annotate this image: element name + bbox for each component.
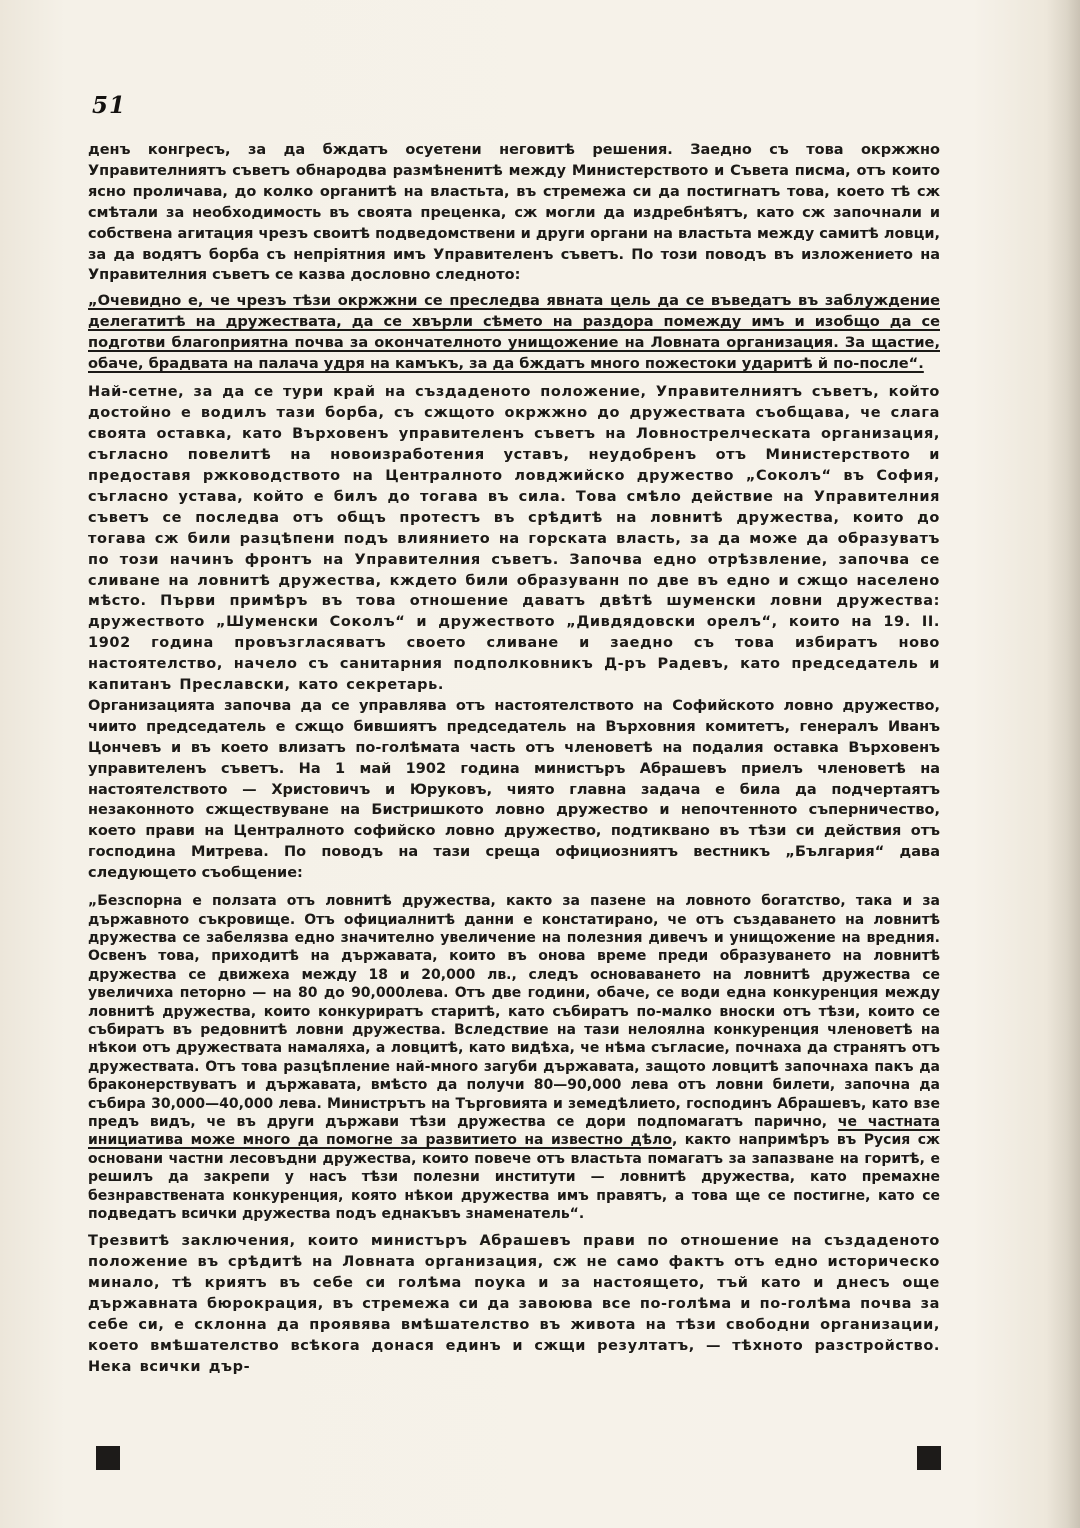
page-number: 51 (92, 92, 127, 119)
paragraph-intro: денъ конгресъ, за да бждатъ осуетени неговитѣ решения. Заедно съ това окржжно Управителниятъ съветъ обнародва размѣненитѣ между Министерството и Съвета писма, отъ които ясно проличава, до колко органитѣ на властьта, въ стремежа си да постигнатъ това, което тѣ сж смѣтали за необходимость въ своята преценка, сж могли да издребнѣятъ, като сж започнали и собствена агитация чрезъ своитѣ подведомствени и други органи на властьта между самитѣ ловци, за да водятъ борба съ непріятния имъ Управителенъ съветъ. По този поводъ въ изложението на Управителния съветъ се казва дословно следното: (88, 142, 940, 284)
print-registration-mark-left (96, 1446, 120, 1470)
quote-newspaper-part-1: „Безспорна е ползата отъ ловнитѣ дружества, както за пазене на ловното богатство, така и за държавното съкровище. Отъ официалнитѣ данни е констатирано, че отъ създаването на ловнитѣ дружества се забелязва едно значително увеличение на полезния дивечъ и унищожение на вредния. Освенъ това, приходитѣ на държавата, които въ онова време преди образуването на ловнитѣ дружества се движеха между 18 и 20,000 лв., следъ основаването на ловнитѣ дружества се увеличиха петорно — на 80 до 90,000лева. Отъ две години, обаче, се води една конкуренция между ловнитѣ дружества, които конкуриратъ старитѣ, като събиратъ по-малко вноски отъ тѣзи, които се събиратъ въ редовнитѣ ловни дружества. Вследствие на тази нелоялна конкуренция членоветѣ на нѣкои отъ дружествата намаляха, а ловцитѣ, като видѣха, че нѣма съгласие, почнаха да странятъ отъ дружествата. Отъ това разцѣпление най-много загуби държавата, защото ловцитѣ започнаха пакъ да браконерствуватъ и държавата, вмѣсто да получи 80—90,000 лева отъ ловни билети, започна да събира 30,000—40,000 лева. Министрътъ на Търговията и земедѣлието, господинъ Абрашевъ, като взе предъ видъ, че въ други държави тѣзи дружества се дори подпомагатъ парично, (88, 893, 940, 1130)
quote-administrative-council: „Очевидно е, че чрезъ тѣзи окржжни се преследва явната цель да се въведатъ въ заблуждение делегатитѣ на дружествата, да се хвърли сѣмето на раздора помежду имъ и изобщо да се подготви благоприятна почва за окончателното унищожение на Ловната организация. За щастие, обаче, брадвата на палача удря на камъкъ, за да бждатъ много пожестоки ударитѣ й по-после“. (88, 292, 940, 373)
page-body (88, 140, 940, 1378)
quote-newspaper-underlined: че частната инициатива може много да помогне за развитието на известно дѣло (88, 1113, 941, 1149)
quote-newspaper-part-2: , както напримѣръ въ Русия сж основани частни лесовъдни дружества, които повече отъ властьта помагатъ за запазване на горитѣ, е решилъ да закрепи у насъ тѣзи полезни институти — ловнитѣ дружества, като премахне безнравствената конкуренция, която нѣкои дружества имъ правятъ, а това ще се постигне, като се подведатъ всички дружества подъ еднакъвъ знаменатель“. (88, 1132, 940, 1222)
print-registration-mark-right (917, 1446, 941, 1470)
quote-newspaper-bulgaria (88, 892, 940, 1223)
paragraph-conclusion: Трезвитѣ заключения, които министъръ Абрашевъ прави по отношение на създаденото положение въ срѣдитѣ на Ловната организация, сж не само фактъ отъ едно историческо минало, тѣ криятъ въ себе си голѣма поука и за настоящето, тъй като и днесъ още държавната бюрокрация, въ стремежа си да завоюва все по-голѣма и по-голѣма почва за себе си, е склонна да проявява вмѣшателство въ живота на тѣзи свободни организации, което вмѣшателство всѣкога донася единъ и сжщи резултатъ, — тѣхното разстройство. Нека всички дър- (88, 1233, 940, 1375)
page-binding-shadow (1046, 0, 1080, 1528)
paragraph-resignation: Най-сетне, за да се тури край на създаденото положение, Управителниятъ съветъ, който достойно е водилъ тази борба, съ сжщото окржжно до дружествата съобщава, че слага своята оставка, като Върховенъ управителенъ съветъ на Ловнострелческата организация, съгласно повелитѣ на новоизработения уставъ, неудобренъ отъ Министерството и предоставя ржководството на Централното ловджийско дружество „Соколъ“ въ София, съгласно устава, който е билъ до тогава въ сила. Това смѣло действие на Управителния съветъ се последва отъ общъ протестъ въ срѣдитѣ на ловнитѣ дружества, които до тогава сж били разцѣпени подъ влиянието на горската власть, за да може да образуватъ по този начинъ фронтъ на Управителния съветъ. Започва едно отрѣзвление, започва се сливане на ловнитѣ дружества, кждето били образуванн по две въ едно и сжщо населено мѣсто. Първи примѣръ въ това отношение даватъ двѣтѣ шуменски ловни дружества: дружеството „Шуменски Соколъ“ и дружеството „Дивдядовски орелъ“, които на 19. II. 1902 година провъзгласяватъ своето сливане и заедно съ това избиратъ ново настоятелство, начело съ санитарния подполковникъ Д-ръ Радевъ, като председатель и капитанъ Преславски, като секретарь. (88, 384, 940, 694)
paragraph-organization: Организацията започва да се управлява отъ настоятелството на Софийското ловно дружество, чиито председатель е сжщо бившиятъ председатель на Върховния комитетъ, генералъ Иванъ Цончевъ и въ което влизатъ по-голѣмата часть отъ членоветѣ на подалия оставка Върховенъ управителенъ съветъ. На 1 май 1902 година министъръ Абрашевъ приелъ членоветѣ на настоятелството — Христовичъ и Юруковъ, чиято главна задача е била да подчертаятъ незаконното сжществуване на Бистришкото ловно дружество и непочтенното съперничество, което прави на Централното софийско ловно дружество, подтиквано въ тѣзи си действия отъ господина Митрева. По поводъ на тази среща официозниятъ вестникъ „България“ дава следующето съобщение: (88, 697, 940, 882)
